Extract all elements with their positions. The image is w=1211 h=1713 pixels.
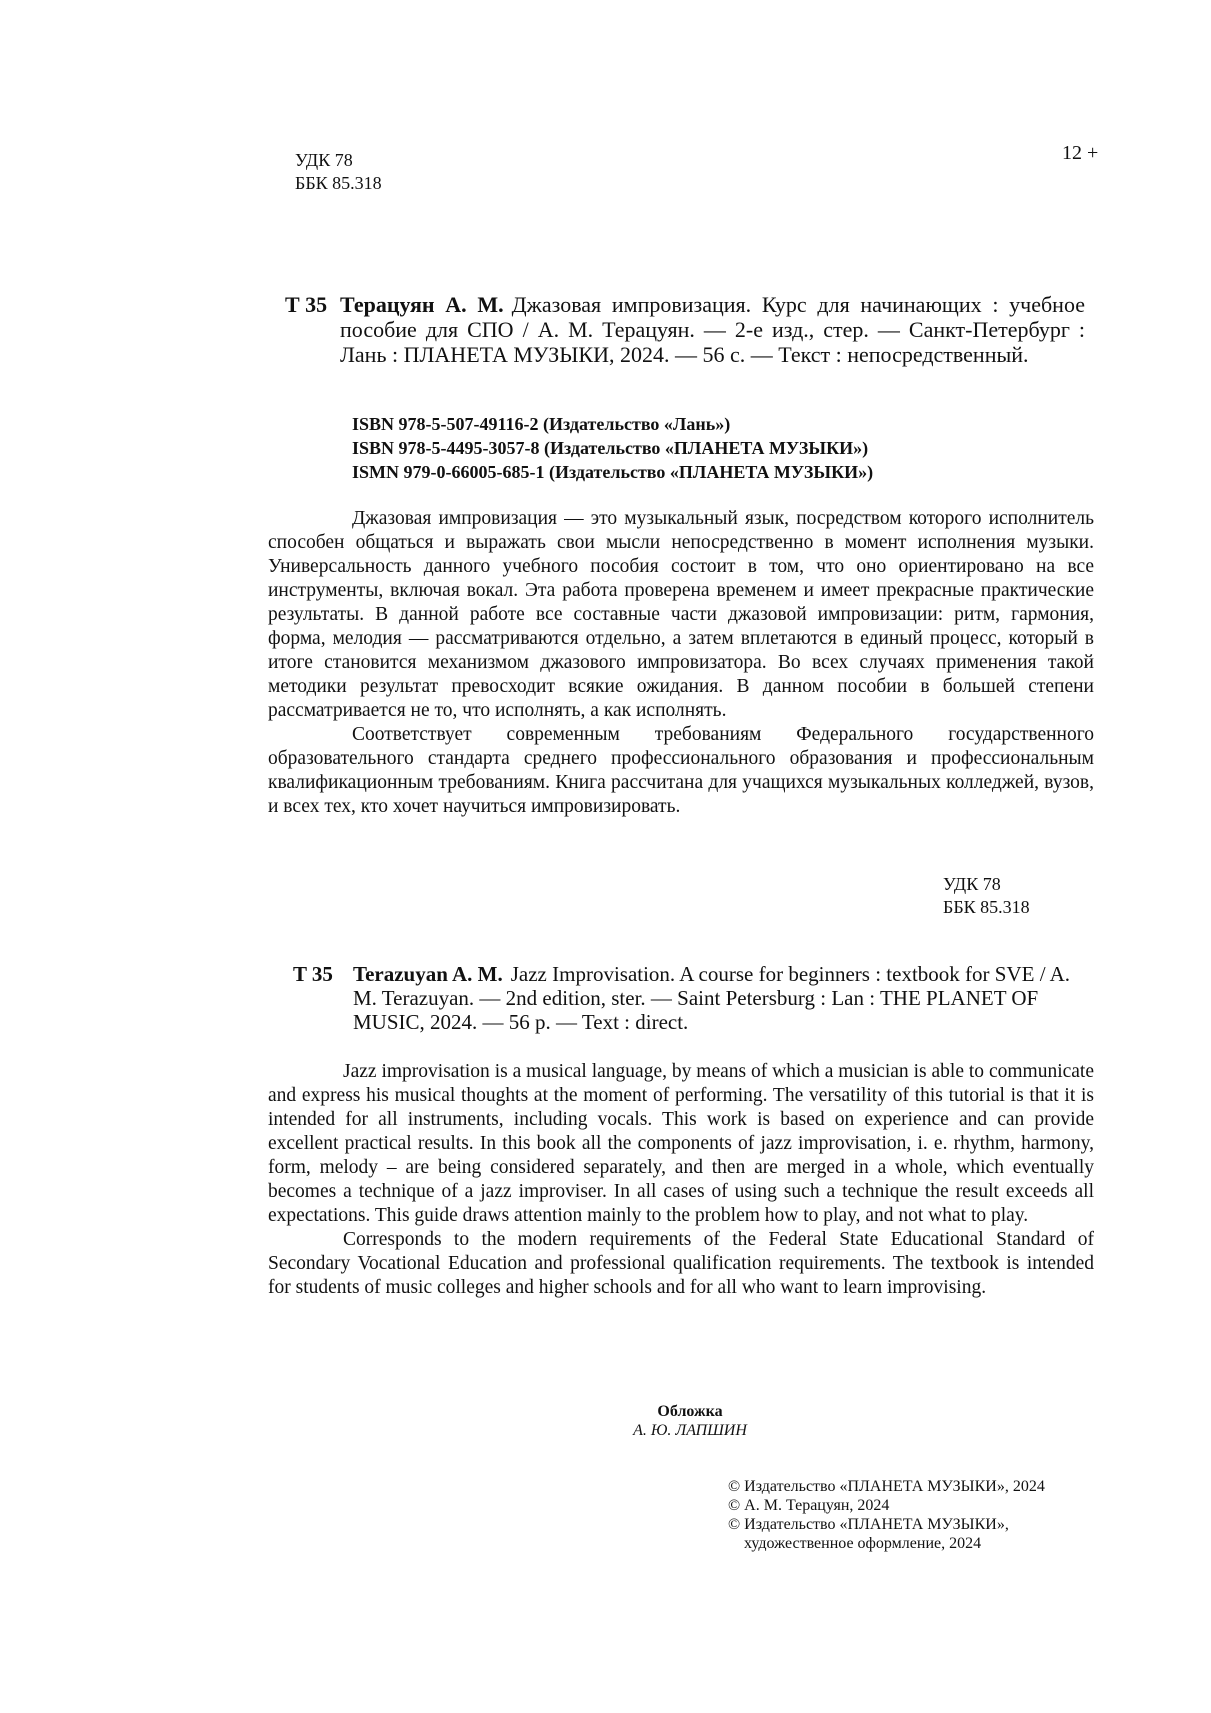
cover-label: Обложка	[657, 1403, 723, 1420]
bbk-code: ББК 85.318	[943, 897, 1030, 917]
bibliographic-record-ru	[285, 292, 1085, 367]
bibliographic-description	[353, 962, 1085, 1034]
copyright-line: © Издательство «ПЛАНЕТА МУЗЫКИ»,	[728, 1516, 1009, 1533]
udk-bbk-top	[295, 149, 382, 195]
udk-code: УДК 78	[295, 150, 353, 170]
abstract-paragraph: Соответствует современным требованиям Федерального государственного образовательного стандарта среднего профессионального образования и профессиональным квалификационным требованиям. Книга рассчитана для учащихся музыкальных колледжей, вузов, и всех тех, кто хочет научиться импровизировать.	[268, 724, 1094, 817]
isbn-list	[352, 412, 873, 484]
bibliographic-record-en	[293, 962, 1085, 1034]
bibliographic-text: Jazz Improvisation. A course for beginners : textbook for SVE / A. M. Terazuyan. — 2nd edition, ster. — Saint Petersburg : Lan : THE PLANET OF MUSIC, 2024. — 56 p. — Text : direct.	[353, 962, 1071, 1034]
bibliographic-text: Джазовая импровизация. Курс для начинающих : учебное пособие для СПО / А. М. Терацуян. — 2-е изд., стер. — Санкт-Петербург : Лань : ПЛАНЕТА МУЗЫКИ, 2024. — 56 с. — Текст : непосредственный.	[340, 292, 1085, 367]
bibliographic-description	[340, 292, 1085, 367]
copyright-line: © Издательство «ПЛАНЕТА МУЗЫКИ», 2024	[728, 1478, 1045, 1495]
author-name: Терацуян А. М.	[340, 292, 504, 317]
author-name: Terazuyan A. M.	[353, 962, 503, 986]
cover-artist: А. Ю. ЛАПШИН	[633, 1422, 747, 1439]
isbn-line: ISBN 978-5-507-49116-2 (Издательство «Лань»)	[352, 414, 731, 434]
abstract-paragraph: Джазовая импровизация — это музыкальный язык, посредством которого исполнитель способен общаться и выражать свои мысли непосредственно в момент исполнения музыки. Универсальность данного учебного пособия состоит в том, что оно ориентировано на все инструменты, включая вокал. Эта работа проверена временем и имеет прекрасные практические результаты. В данной работе все составные части джазовой импровизации: ритм, гармония, форма, мелодия — рассматриваются отдельно, а затем вплетаются в единый процесс, который в итоге становится механизмом джазового импровизатора. Во всех случаях применения такой методики результат превосходит всякие ожидания. В данном пособии в большей степени рассматривается не то, что исполнять, а как исполнять.	[268, 508, 1094, 721]
bbk-code: ББК 85.318	[295, 173, 382, 193]
cover-credit	[560, 1402, 820, 1440]
udk-bbk-mid	[943, 873, 1030, 919]
author-mark-code: T 35	[293, 962, 333, 986]
abstract-paragraph: Corresponds to the modern requirements of the Federal State Educational Standard of Secondary Vocational Education and professional qualification requirements. The textbook is intended for students of music colleges and higher schools and for all who want to learn improvising.	[268, 1229, 1094, 1298]
udk-code: УДК 78	[943, 874, 1001, 894]
copyright-line: художественное оформление, 2024	[744, 1535, 982, 1552]
abstract-ru	[268, 507, 1094, 819]
abstract-paragraph: Jazz improvisation is a musical language, by means of which a musician is able to communicate and express his musical thoughts at the moment of performing. The versatility of this tutorial is that it is intended for all instruments, including vocals. This work is based on experience and can provide excellent practical results. In this book all the components of jazz improvisation, i. e. rhythm, harmony, form, melody – are being considered separately, and then are merged in a whole, which eventually becomes a technique of a jazz improviser. In all cases of using such a technique the result exceeds all expectations. This guide draws attention mainly to the problem how to play, and not what to play.	[268, 1061, 1094, 1226]
author-mark-code: Т 35	[285, 292, 328, 317]
abstract-en	[268, 1060, 1094, 1300]
isbn-line: ISBN 978-5-4495-3057-8 (Издательство «ПЛАНЕТА МУЗЫКИ»)	[352, 438, 869, 458]
age-rating: 12 +	[1062, 142, 1099, 164]
copyright-block	[728, 1477, 1045, 1553]
ismn-line: ISMN 979-0-66005-685-1 (Издательство «ПЛАНЕТА МУЗЫКИ»)	[352, 462, 874, 482]
copyright-line: © А. М. Терацуян, 2024	[728, 1497, 890, 1514]
